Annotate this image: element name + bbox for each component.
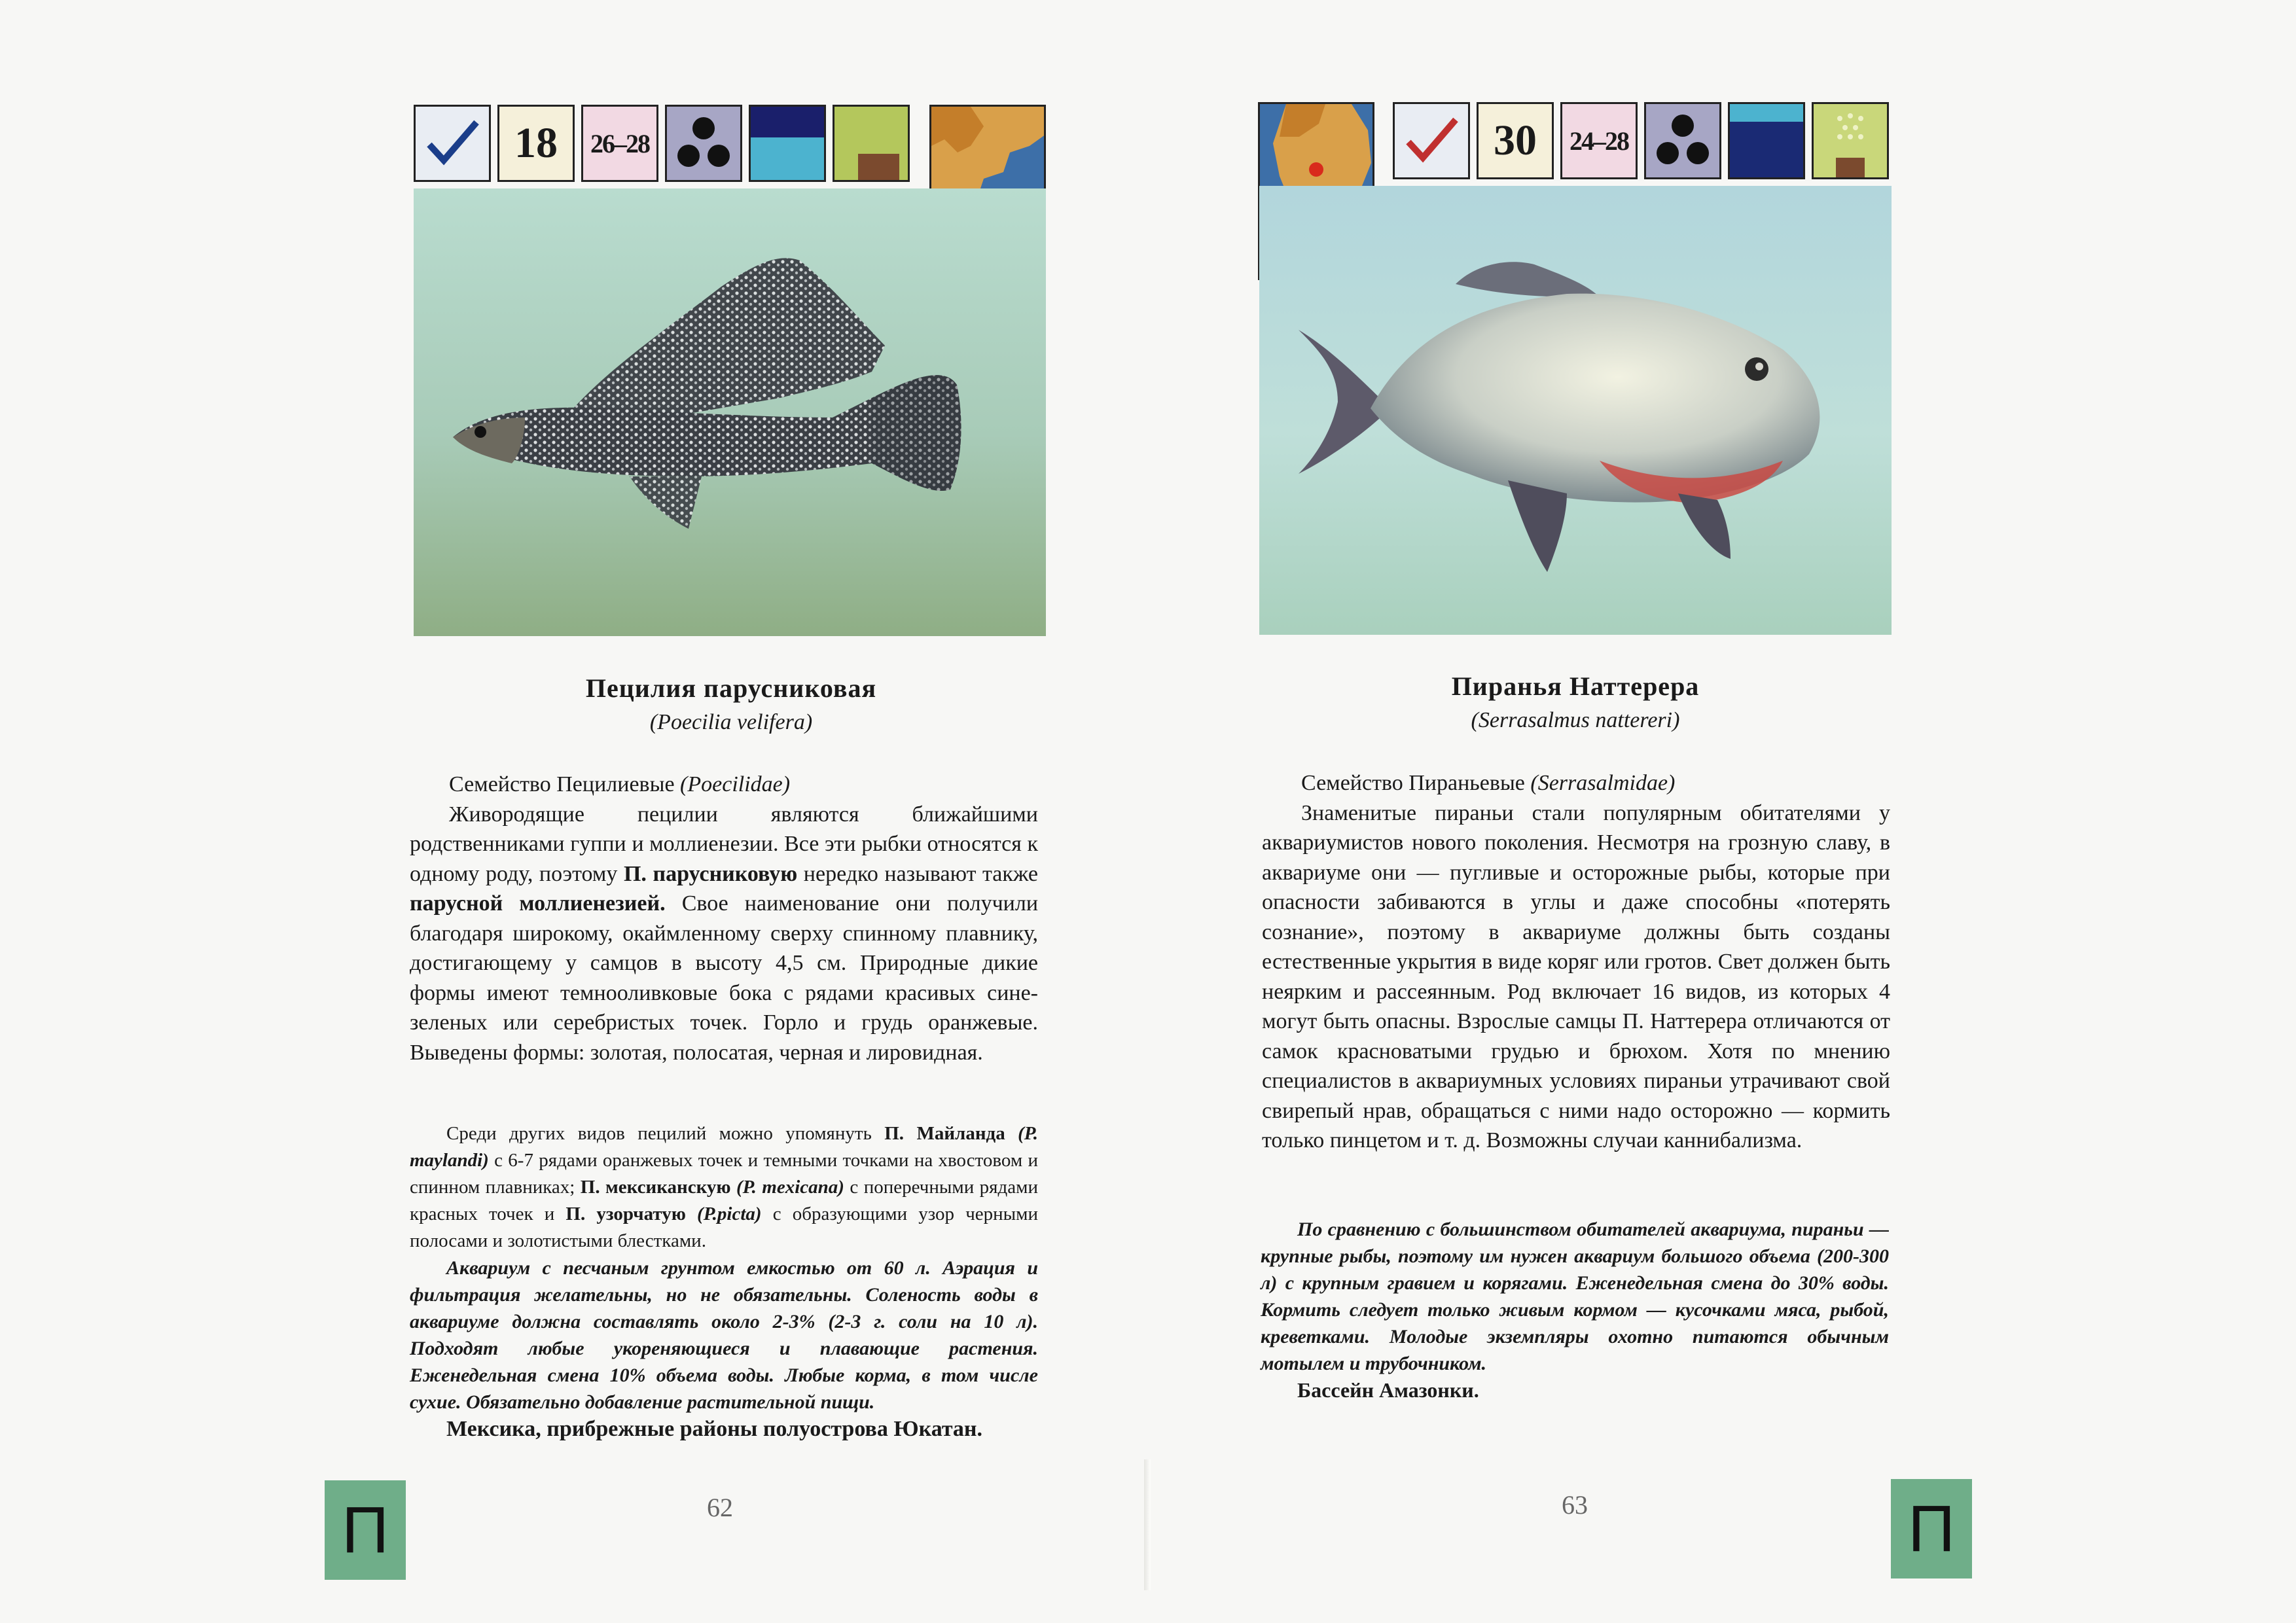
description-paragraph: Живородящие пецилии являются ближайшими родственниками гуппи и моллиенезии. Все эти рыбки относятся к одному роду, поэтому П. парусниковую нередко называют также парусной моллиенезией. Свое наименование они получили благодаря широкому, окаймленному сверху спинному плавнику, достигающему у самцов в высоту 4,5 см. Природные дикие формы имеют темнооливковые бока с рядами красивых сине-зеленых или серебристых точек. Горло и грудь оранжевые. Выведены формы: золотая, полосатая, черная и лировидная. — [410, 802, 1039, 1065]
temperature-badge: 26–28 — [581, 105, 658, 182]
species-latin-name: (Serrasalmus nattereri) — [1471, 708, 1680, 732]
plant-icon — [833, 105, 910, 182]
family-line: Семейство Пираньевые (Serrasalmidae) — [1301, 771, 1676, 795]
plant-icon — [1812, 102, 1889, 179]
right-description — [1262, 768, 1890, 1156]
care-paragraph: Аквариум с песчаным грунтом емкостью от 60 л. Аэрация и фильтрация желательны, но не обязательны. Соленость воды в аквариуме должна составлять около 2-3% (2-3 г. соли на 10 л). Подходят любые укореняющиеся и плавающие растения. Еженедельная смена 10% объема воды. Любые корма, в том числе сухие. Обязательно добавление растительной пищи. — [410, 1257, 1038, 1413]
species-latin-name: (Poecilia velifera) — [649, 710, 813, 734]
right-care — [1261, 1216, 1889, 1404]
page-number: 62 — [707, 1493, 733, 1522]
fish-photo-piranha — [1259, 186, 1892, 635]
three-dots-icon — [665, 105, 742, 182]
three-dots-icon — [1644, 102, 1721, 179]
fish-photo-poecilia — [414, 188, 1046, 636]
care-paragraph: По сравнению с большинством обитателей аквариума, пираньи — крупные рыбы, поэтому им нужен аквариум большого объема (200-300 л) с крупным гравием и корягами. Еженедельная смена до 30% воды. Кормить следует только живым кормом — кусочками мяса, рыбой, креветками. Молодые экземпляры охотно питаются обычным мотылем и трубочником. — [1261, 1219, 1889, 1374]
size-cm-badge: 18 — [497, 105, 575, 182]
right-page — [1148, 0, 2296, 1623]
left-other-species — [410, 1120, 1038, 1442]
temperature-badge: 24–28 — [1560, 102, 1638, 179]
section-tab-letter: П — [1891, 1479, 1972, 1578]
section-tab-letter: П — [325, 1480, 406, 1580]
size-cm-badge: 30 — [1477, 102, 1554, 179]
family-line: Семейство Пецилиевые (Poecilidae) — [449, 772, 791, 796]
habitat-region: Мексика, прибрежные районы полуострова Юкатан. — [446, 1417, 983, 1441]
other-species-paragraph: Среди других видов пецилий можно упомянуть П. Майланда (P. maylandi) с 6-7 рядами оранжевых точек и темными точками на хвостовом и спинном плавниках; П. мексиканскую (P. mexicana) с поперечными рядами красных точек и П. узорчатую (P.picta) с образующими узор черными полосами и золотистыми блестками. — [410, 1123, 1039, 1251]
left-icon-row — [414, 105, 910, 182]
species-title: Пиранья Наттерера — [1451, 671, 1700, 701]
habitat-region: Бассейн Амазонки. — [1297, 1378, 1479, 1402]
water-level-icon — [1728, 102, 1805, 179]
description-paragraph: Знаменитые пираньи стали популярным обитателями у аквариумистов нового поколения. Несмотря на грозную славу, в аквариуме они — пугливые и осторожные рыбы, которые при опасности забиваются в углы и даже способны «потерять сознание», поэтому в аквариуме должны быть созданы естественные укрытия в виде коряг или гротов. Свет должен быть неярким и рассеянным. Род включает 16 видов, из которых 4 могут быть опасны. Взрослые самцы П. Наттерера отличаются от самок красноватыми грудью и брюхом. Хотя по мнению специалистов в аквариумных условиях пираньи утрачивают свой свирепый нрав, обращаться с ними надо осторожно — кормить только пинцетом и т. д. Возможны случаи каннибализма. — [1262, 800, 1890, 1152]
page-number: 63 — [1562, 1490, 1588, 1520]
left-description — [410, 770, 1038, 1067]
checkmark-icon — [1393, 102, 1470, 179]
right-icon-row — [1393, 102, 1889, 179]
water-level-icon — [749, 105, 826, 182]
checkmark-icon — [414, 105, 491, 182]
species-title: Пецилия парусниковая — [585, 673, 877, 703]
